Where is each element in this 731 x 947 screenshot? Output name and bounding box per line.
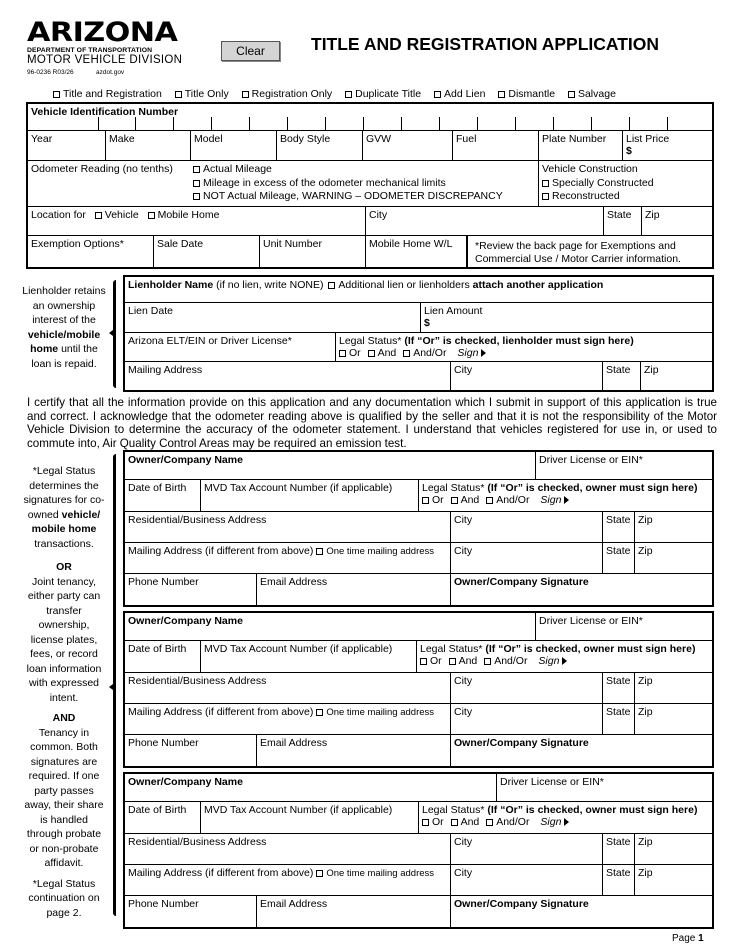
owner-2-res-zip-field[interactable]: Zip <box>635 673 712 704</box>
location-zip-field[interactable]: Zip <box>642 207 712 236</box>
option-add-lien[interactable]: Add Lien <box>434 88 485 100</box>
owner-1-res-city-field[interactable]: City <box>451 512 603 543</box>
checkbox-icon[interactable] <box>422 497 429 504</box>
owner-1-status-andor[interactable]: And/Or <box>486 494 529 506</box>
owner-3-status-and[interactable]: And <box>451 816 480 828</box>
page-indicator <box>672 933 704 944</box>
certification-text: I certify that all the information provide on this application and any documentation which I submit in support of this application is true and correct. I acknowledge that the odometer reading above is qualified by the seller and that it is not the responsibility of the Motor Vehicle Division to determine the accuracy of the odometer statement. I understand that vehicles registered for use in, or used to commute into, Air Quality Control Areas may be required an emission test. <box>27 396 717 451</box>
exemption-options-field[interactable]: Exemption Options* <box>28 236 154 267</box>
owner-3-signature-field[interactable]: Owner/Company Signature <box>454 898 589 910</box>
owner-3-res-state-field[interactable]: State <box>603 834 635 865</box>
owner-2-res-state-field[interactable]: State <box>603 673 635 704</box>
owner-3-one-time-mailing[interactable]: One time mailing address <box>316 868 434 879</box>
checkbox-icon[interactable] <box>368 350 375 357</box>
lien-status-or[interactable]: Or <box>339 347 361 359</box>
lien-state-field[interactable]: State <box>603 362 641 390</box>
lien-grid <box>125 277 712 390</box>
lien-zip-field[interactable]: Zip <box>644 364 659 376</box>
option-dismantle[interactable]: Dismantle <box>498 88 555 100</box>
lien-mailing-address-field[interactable]: Mailing Address <box>125 362 451 390</box>
checkbox-icon[interactable] <box>484 658 491 665</box>
owner-1-dob-field[interactable]: Date of Birth <box>125 480 201 512</box>
owner-2-residential-field[interactable]: Residential/Business Address <box>125 673 451 704</box>
vin-field[interactable]: Vehicle Identification Number <box>28 104 712 131</box>
checkbox-icon[interactable] <box>542 193 549 200</box>
owner-2-dl-field[interactable]: Driver License or EIN* <box>536 613 712 641</box>
owner-2-mail-city-field[interactable]: City <box>451 704 603 735</box>
owner-2-one-time-mailing[interactable]: One time mailing address <box>316 707 434 718</box>
owner-1-status-or[interactable]: Or <box>422 494 444 506</box>
owner-3-email-field[interactable]: Email Address <box>257 896 451 927</box>
lienholder-name-field[interactable]: Lienholder Name (if no lien, write NONE) Additional lien or lienholders attach another application <box>125 277 712 303</box>
owner-1-legal-status-field: Legal Status* (If “Or” is checked, owner must sign here) Or And And/Or Sign <box>419 480 712 512</box>
owner-1-one-time-mailing[interactable]: One time mailing address <box>316 546 434 557</box>
owner-2-legal-status-field: Legal Status* (If “Or” is checked, owner must sign here) Or And And/Or Sign <box>417 641 712 673</box>
vin-tick-marks <box>28 117 712 131</box>
construction-special[interactable]: Specially Constructed <box>542 177 709 191</box>
checkbox-icon[interactable] <box>339 350 346 357</box>
form-number: 96-0236 R03/26 <box>27 69 74 76</box>
checkbox-icon[interactable] <box>486 497 493 504</box>
owner-2-res-city-field[interactable]: City <box>451 673 603 704</box>
arrow-right-icon <box>562 657 567 665</box>
checkbox-icon[interactable] <box>193 180 200 187</box>
owner-3-mail-state-field[interactable]: State <box>603 865 635 896</box>
lien-side-note: Lienholder retains an ownership interest of the vehicle/mobile home until the loan is repaid. <box>22 285 106 370</box>
vehicle-construction-field: Vehicle Construction Specially Constructed Reconstructed <box>539 161 712 207</box>
adot-logo <box>27 17 189 66</box>
owner-3-mailing-field[interactable]: Mailing Address (if different from above) One time mailing address <box>125 865 451 896</box>
logo-wordmark: ARIZONA <box>27 17 178 48</box>
option-duplicate-title[interactable]: Duplicate Title <box>345 88 421 100</box>
checkbox-icon[interactable] <box>420 658 427 665</box>
checkbox-icon[interactable] <box>175 91 182 98</box>
owner-1-res-state-field[interactable]: State <box>603 512 635 543</box>
checkbox-icon[interactable] <box>498 91 505 98</box>
option-salvage[interactable]: Salvage <box>568 88 616 100</box>
location-vehicle[interactable]: Vehicle <box>95 209 139 221</box>
make-field[interactable]: Make <box>106 131 191 161</box>
checkbox-icon[interactable] <box>568 91 575 98</box>
checkbox-icon[interactable] <box>242 91 249 98</box>
option-registration-only[interactable]: Registration Only <box>242 88 333 100</box>
owner-2-status-andor[interactable]: And/Or <box>484 655 527 667</box>
owner-3-residential-field[interactable]: Residential/Business Address <box>125 834 451 865</box>
owner-3-res-zip-field[interactable]: Zip <box>635 834 712 865</box>
owner-2-signature-field[interactable]: Owner/Company Signature <box>454 737 589 749</box>
owner-2-status-and[interactable]: And <box>449 655 478 667</box>
owner-2-name-field[interactable]: Owner/Company Name <box>125 613 536 641</box>
odometer-field[interactable]: Odometer Reading (no tenths) <box>28 161 539 207</box>
owner-2-mail-state-field[interactable]: State <box>603 704 635 735</box>
owner-3-name-field[interactable]: Owner/Company Name <box>125 774 497 802</box>
owner-3-status-andor[interactable]: And/Or <box>486 816 529 828</box>
odometer-options <box>193 163 503 204</box>
sale-date-field[interactable]: Sale Date <box>154 236 260 267</box>
owner-2-mail-zip-field[interactable]: Zip <box>635 704 712 735</box>
checkbox-icon[interactable] <box>451 497 458 504</box>
page-label: Page <box>672 933 696 944</box>
checkbox-icon[interactable] <box>95 212 102 219</box>
unit-number-field[interactable]: Unit Number <box>260 236 366 267</box>
arrow-right-icon <box>564 496 569 504</box>
owner-side-note: *Legal Status determines the signatures for co-owned vehicle/ mobile home transactions. OR Joint tenancy, either party can transfer ownership, license plates, fees, or record loan information with expressed intent. AND Tenancy in common. Both signatures are required. If one party passes away, their share is handled through probate or non-probate affidavit. *Legal Status continuation on page 2. <box>23 465 105 919</box>
location-for-field: Location for Vehicle Mobile Home <box>28 207 366 236</box>
lien-amount-field[interactable]: Lien Amount $ <box>421 303 712 333</box>
owner-2-sign-label: Sign <box>538 655 560 667</box>
model-field[interactable]: Model <box>191 131 277 161</box>
checkbox-icon[interactable] <box>542 180 549 187</box>
checkbox-icon[interactable] <box>316 709 323 716</box>
form-title: TITLE AND REGISTRATION APPLICATION <box>311 34 660 54</box>
checkbox-icon[interactable] <box>316 870 323 877</box>
checkbox-icon[interactable] <box>316 548 323 555</box>
mobile-home-wl-field[interactable]: Mobile Home W/L <box>366 236 468 267</box>
owner-1-phone-field[interactable]: Phone Number <box>125 574 257 605</box>
owner-3-dl-field[interactable]: Driver License or EIN* <box>497 774 712 802</box>
owner-1-signature-field[interactable]: Owner/Company Signature <box>454 576 589 588</box>
bracket-pointer <box>109 330 113 336</box>
location-mobile-home[interactable]: Mobile Home <box>148 209 220 221</box>
owner-3-mail-city-field[interactable]: City <box>451 865 603 896</box>
logo-division: MOTOR VEHICLE DIVISION <box>27 54 183 66</box>
owner-1-residential-field[interactable]: Residential/Business Address <box>125 512 451 543</box>
owner-2-mailing-field[interactable]: Mailing Address (if different from above) One time mailing address <box>125 704 451 735</box>
year-field[interactable]: Year <box>28 131 106 161</box>
owner-2-status-or[interactable]: Or <box>420 655 442 667</box>
owner-1-grid <box>125 452 712 605</box>
arrow-right-icon <box>481 349 486 357</box>
owner-3-mvd-field[interactable]: MVD Tax Account Number (if applicable) <box>201 802 419 834</box>
lien-legal-status-field: Legal Status* (If “Or” is checked, lienholder must sign here) Or And And/Or Sign <box>336 333 712 362</box>
owner-1-mailing-field[interactable]: Mailing Address (if different from above) One time mailing address <box>125 543 451 574</box>
owner-1-res-zip-field[interactable]: Zip <box>635 512 712 543</box>
checkbox-icon[interactable] <box>53 91 60 98</box>
owner-1-mail-city-field[interactable]: City <box>451 543 603 574</box>
location-city-field[interactable]: City <box>366 207 604 236</box>
checkbox-icon[interactable] <box>193 193 200 200</box>
clear-button[interactable]: Clear <box>221 41 280 61</box>
logo-dept: DEPARTMENT OF TRANSPORTATION <box>27 47 153 54</box>
owner-2-phone-field[interactable]: Phone Number <box>125 735 257 766</box>
plate-number-field[interactable]: Plate Number <box>539 131 623 161</box>
gvw-field[interactable]: GVW <box>363 131 453 161</box>
dollar-sign: $ <box>626 145 632 157</box>
lien-status-andor[interactable]: And/Or <box>403 347 446 359</box>
owner-1-sign-label: Sign <box>540 494 562 506</box>
owner-2-email-field[interactable]: Email Address <box>257 735 451 766</box>
owner-1-name-field[interactable]: Owner/Company Name <box>125 452 536 480</box>
lien-sign-label: Sign <box>457 347 479 359</box>
owner-3-legal-status-field: Legal Status* (If “Or” is checked, owner must sign here) Or And And/Or Sign <box>419 802 712 834</box>
option-title-registration[interactable]: Title and Registration <box>53 88 162 100</box>
checkbox-icon[interactable] <box>193 166 200 173</box>
list-price-field[interactable]: List Price $ <box>623 131 712 161</box>
owner-1-mvd-field[interactable]: MVD Tax Account Number (if applicable) <box>201 480 419 512</box>
checkbox-icon[interactable] <box>403 350 410 357</box>
owner-3-status-or[interactable]: Or <box>422 816 444 828</box>
owner-3-dob-field[interactable]: Date of Birth <box>125 802 201 834</box>
owner-3-grid <box>125 774 712 927</box>
owner-2-grid <box>125 613 712 766</box>
owner-2-dob-field[interactable]: Date of Birth <box>125 641 201 673</box>
owner-1-status-and[interactable]: And <box>451 494 480 506</box>
vehicle-grid <box>28 104 712 267</box>
lien-city-field[interactable]: City <box>451 362 603 390</box>
owner-3-mail-zip-field[interactable]: Zip <box>635 865 712 896</box>
option-title-only[interactable]: Title Only <box>175 88 229 100</box>
owner-1-email-field[interactable]: Email Address <box>257 574 451 605</box>
bracket-pointer <box>109 684 113 690</box>
location-state-field[interactable]: State <box>604 207 642 236</box>
transaction-options <box>53 88 616 100</box>
website: azdot.gov <box>96 69 125 76</box>
owner-1-dl-field[interactable]: Driver License or EIN* <box>536 452 712 480</box>
arrow-right-icon <box>564 818 569 826</box>
checkbox-icon[interactable] <box>422 819 429 826</box>
odo-excess[interactable]: Mileage in excess of the odometer mechanical limits <box>193 177 503 191</box>
lien-bracket <box>113 280 121 388</box>
fuel-field[interactable]: Fuel <box>453 131 539 161</box>
checkbox-icon[interactable] <box>148 212 155 219</box>
checkbox-icon[interactable] <box>345 91 352 98</box>
body-style-field[interactable]: Body Style <box>277 131 363 161</box>
additional-lien-checkbox[interactable]: Additional lien or lienholders <box>328 279 469 291</box>
owner-3-phone-field[interactable]: Phone Number <box>125 896 257 927</box>
construction-reconstructed[interactable]: Reconstructed <box>542 190 709 204</box>
owner-1-mail-zip-field[interactable]: Zip <box>635 543 712 574</box>
checkbox-icon[interactable] <box>451 819 458 826</box>
odo-not-actual[interactable]: NOT Actual Mileage, WARNING – ODOMETER DISCREPANCY <box>193 190 503 204</box>
owner-2-mvd-field[interactable]: MVD Tax Account Number (if applicable) <box>201 641 417 673</box>
lien-date-field[interactable]: Lien Date <box>125 303 421 333</box>
page-number: 1 <box>698 933 704 944</box>
owner-bracket <box>113 454 121 916</box>
checkbox-icon[interactable] <box>328 282 335 289</box>
odo-actual[interactable]: Actual Mileage <box>193 163 503 177</box>
checkbox-icon[interactable] <box>486 819 493 826</box>
elt-ein-field[interactable]: Arizona ELT/EIN or Driver License* <box>125 333 336 362</box>
checkbox-icon[interactable] <box>449 658 456 665</box>
owner-3-sign-label: Sign <box>540 816 562 828</box>
lien-status-and[interactable]: And <box>368 347 397 359</box>
owner-1-mail-state-field[interactable]: State <box>603 543 635 574</box>
review-note: *Review the back page for Exemptions and Commercial Use / Motor Carrier information. <box>475 240 681 265</box>
owner-3-res-city-field[interactable]: City <box>451 834 603 865</box>
checkbox-icon[interactable] <box>434 91 441 98</box>
